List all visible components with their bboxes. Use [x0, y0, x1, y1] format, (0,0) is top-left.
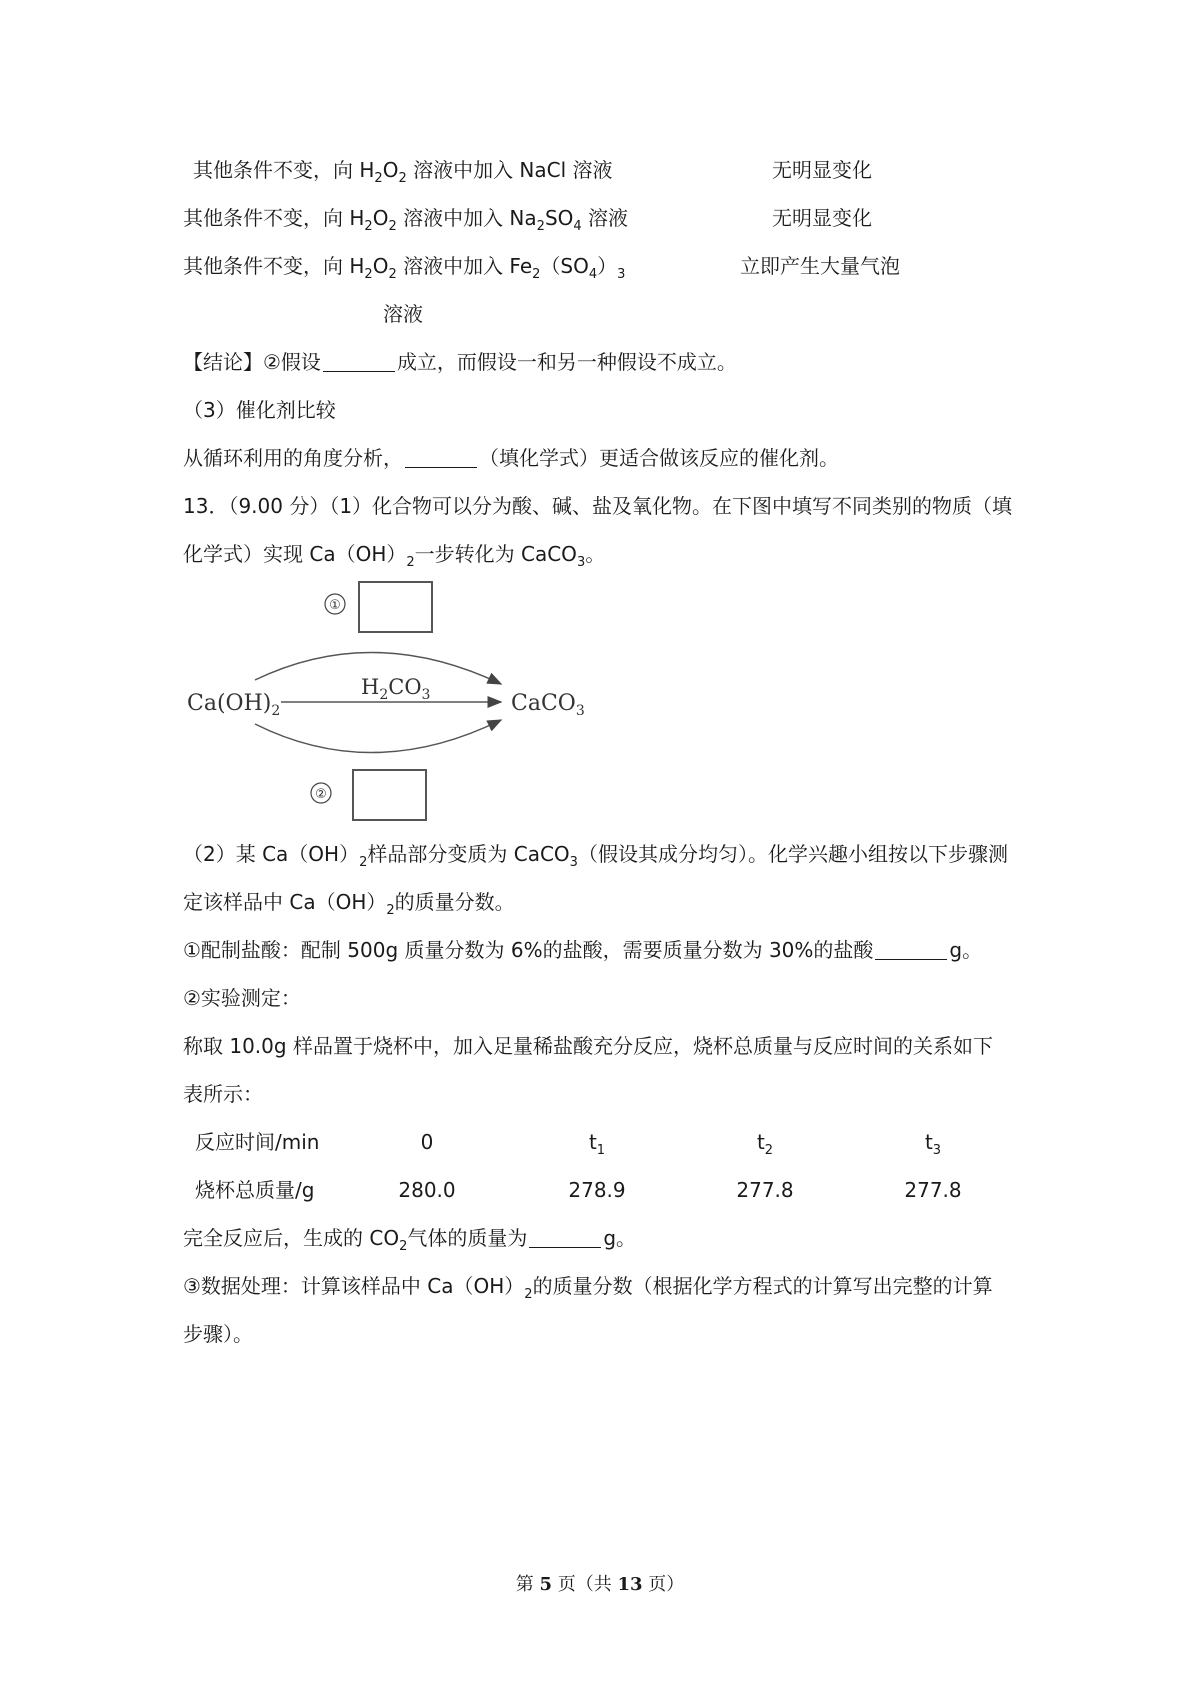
table-row1-cell: $t_1$ — [588, 1130, 606, 1158]
q3-text: 从循环利用的角度分析， （填化学式）更适合做该反应的催化剂。 — [183, 446, 839, 470]
label-1: ① — [329, 598, 341, 613]
formula-h2co3: $H_2CO_3$ — [361, 675, 431, 703]
q13-line1: 13．（9.00 分）（1）化合物可以分为酸、碱、盐及氧化物。在下图中填写不同类别的物质（填 — [183, 494, 1013, 518]
experiment-desc-line2: 表所示： — [183, 1082, 263, 1106]
answer-box-1[interactable] — [359, 582, 432, 632]
conversion-diagram — [183, 578, 603, 832]
conversion-diagram-svg — [183, 578, 603, 828]
conclusion-line: 【结论】②假设 成立，而假设一和另一种假设不成立。 — [183, 350, 737, 374]
table-row1-cell: 0 — [420, 1130, 434, 1154]
table-row2-cell: 280.0 — [398, 1178, 456, 1202]
formula-caoh2: $Ca(OH)_2$ — [187, 691, 281, 719]
table-row1-cell: $t_2$ — [756, 1130, 774, 1158]
q2-line1: （2）某 $Ca(OH)_2$样品部分变质为 CaCO$_3$（假设其成分均匀）。化学兴趣小组按以下步骤测 — [183, 842, 1008, 870]
answer-blank[interactable] — [405, 447, 477, 468]
experiment-row-fe2so43: 其他条件不变，向 $H_2O_2$ 溶液中加入 $Fe_2(SO_4)_3$ — [183, 254, 626, 282]
section-heading: （3）催化剂比较 — [183, 398, 336, 422]
table-row1-label: 反应时间/min — [195, 1130, 320, 1154]
answer-box-2[interactable] — [353, 770, 426, 820]
table-row2-label: 烧杯总质量/g — [195, 1178, 315, 1202]
experiment-row-continuation: 溶液 — [383, 302, 423, 326]
page-footer: 第 5 页（共 13 页） — [515, 1574, 685, 1595]
step3-line2: 步骤）。 — [183, 1322, 253, 1346]
step1-line: ①配制盐酸：配制 500g 质量分数为 6%的盐酸，需要质量分数为 30%的盐酸 g。 — [183, 938, 983, 962]
table-row2-cell: 277.8 — [736, 1178, 794, 1202]
step3-line1: ③数据处理：计算该样品中 $Ca(OH)_2$的质量分数（根据化学方程式的计算写出完整的计算 — [183, 1274, 993, 1302]
experiment-desc-line1: 称取 10.0g 样品置于烧杯中，加入足量稀盐酸充分反应，烧杯总质量与反应时间的关系如下 — [183, 1034, 993, 1058]
experiment-row-na2so4: 其他条件不变，向 $H_2O_2$ 溶液中加入 $Na_2SO_4$ 溶液 — [183, 206, 629, 234]
answer-blank[interactable] — [875, 939, 947, 960]
q2-line2: 定该样品中 $Ca(OH)_2$的质量分数。 — [183, 890, 515, 918]
co2-mass-line: 完全反应后，生成的 $CO_2$气体的质量为 g。 — [183, 1226, 637, 1254]
experiment-row-nacl: 其他条件不变，向 $H_2O_2$ 溶液中加入 NaCl 溶液 — [193, 158, 613, 186]
label-2: ② — [315, 787, 327, 802]
step2-heading: ②实验测定： — [183, 986, 301, 1010]
table-row2-cell: 278.9 — [568, 1178, 626, 1202]
table-row2-cell: 277.8 — [904, 1178, 962, 1202]
answer-blank[interactable] — [529, 1227, 601, 1248]
formula-caco3: CaCO$_3$ — [511, 691, 585, 719]
lower-arrow — [255, 720, 501, 753]
result-fe2so43: 立即产生大量气泡 — [740, 254, 900, 278]
table-row1-cell: $t_3$ — [924, 1130, 942, 1158]
answer-blank[interactable] — [323, 351, 395, 372]
result-na2so4: 无明显变化 — [772, 206, 872, 230]
result-nacl: 无明显变化 — [772, 158, 872, 182]
q13-line2: 化学式）实现 $Ca(OH)_2$一步转化为 CaCO$_3$。 — [183, 542, 606, 570]
